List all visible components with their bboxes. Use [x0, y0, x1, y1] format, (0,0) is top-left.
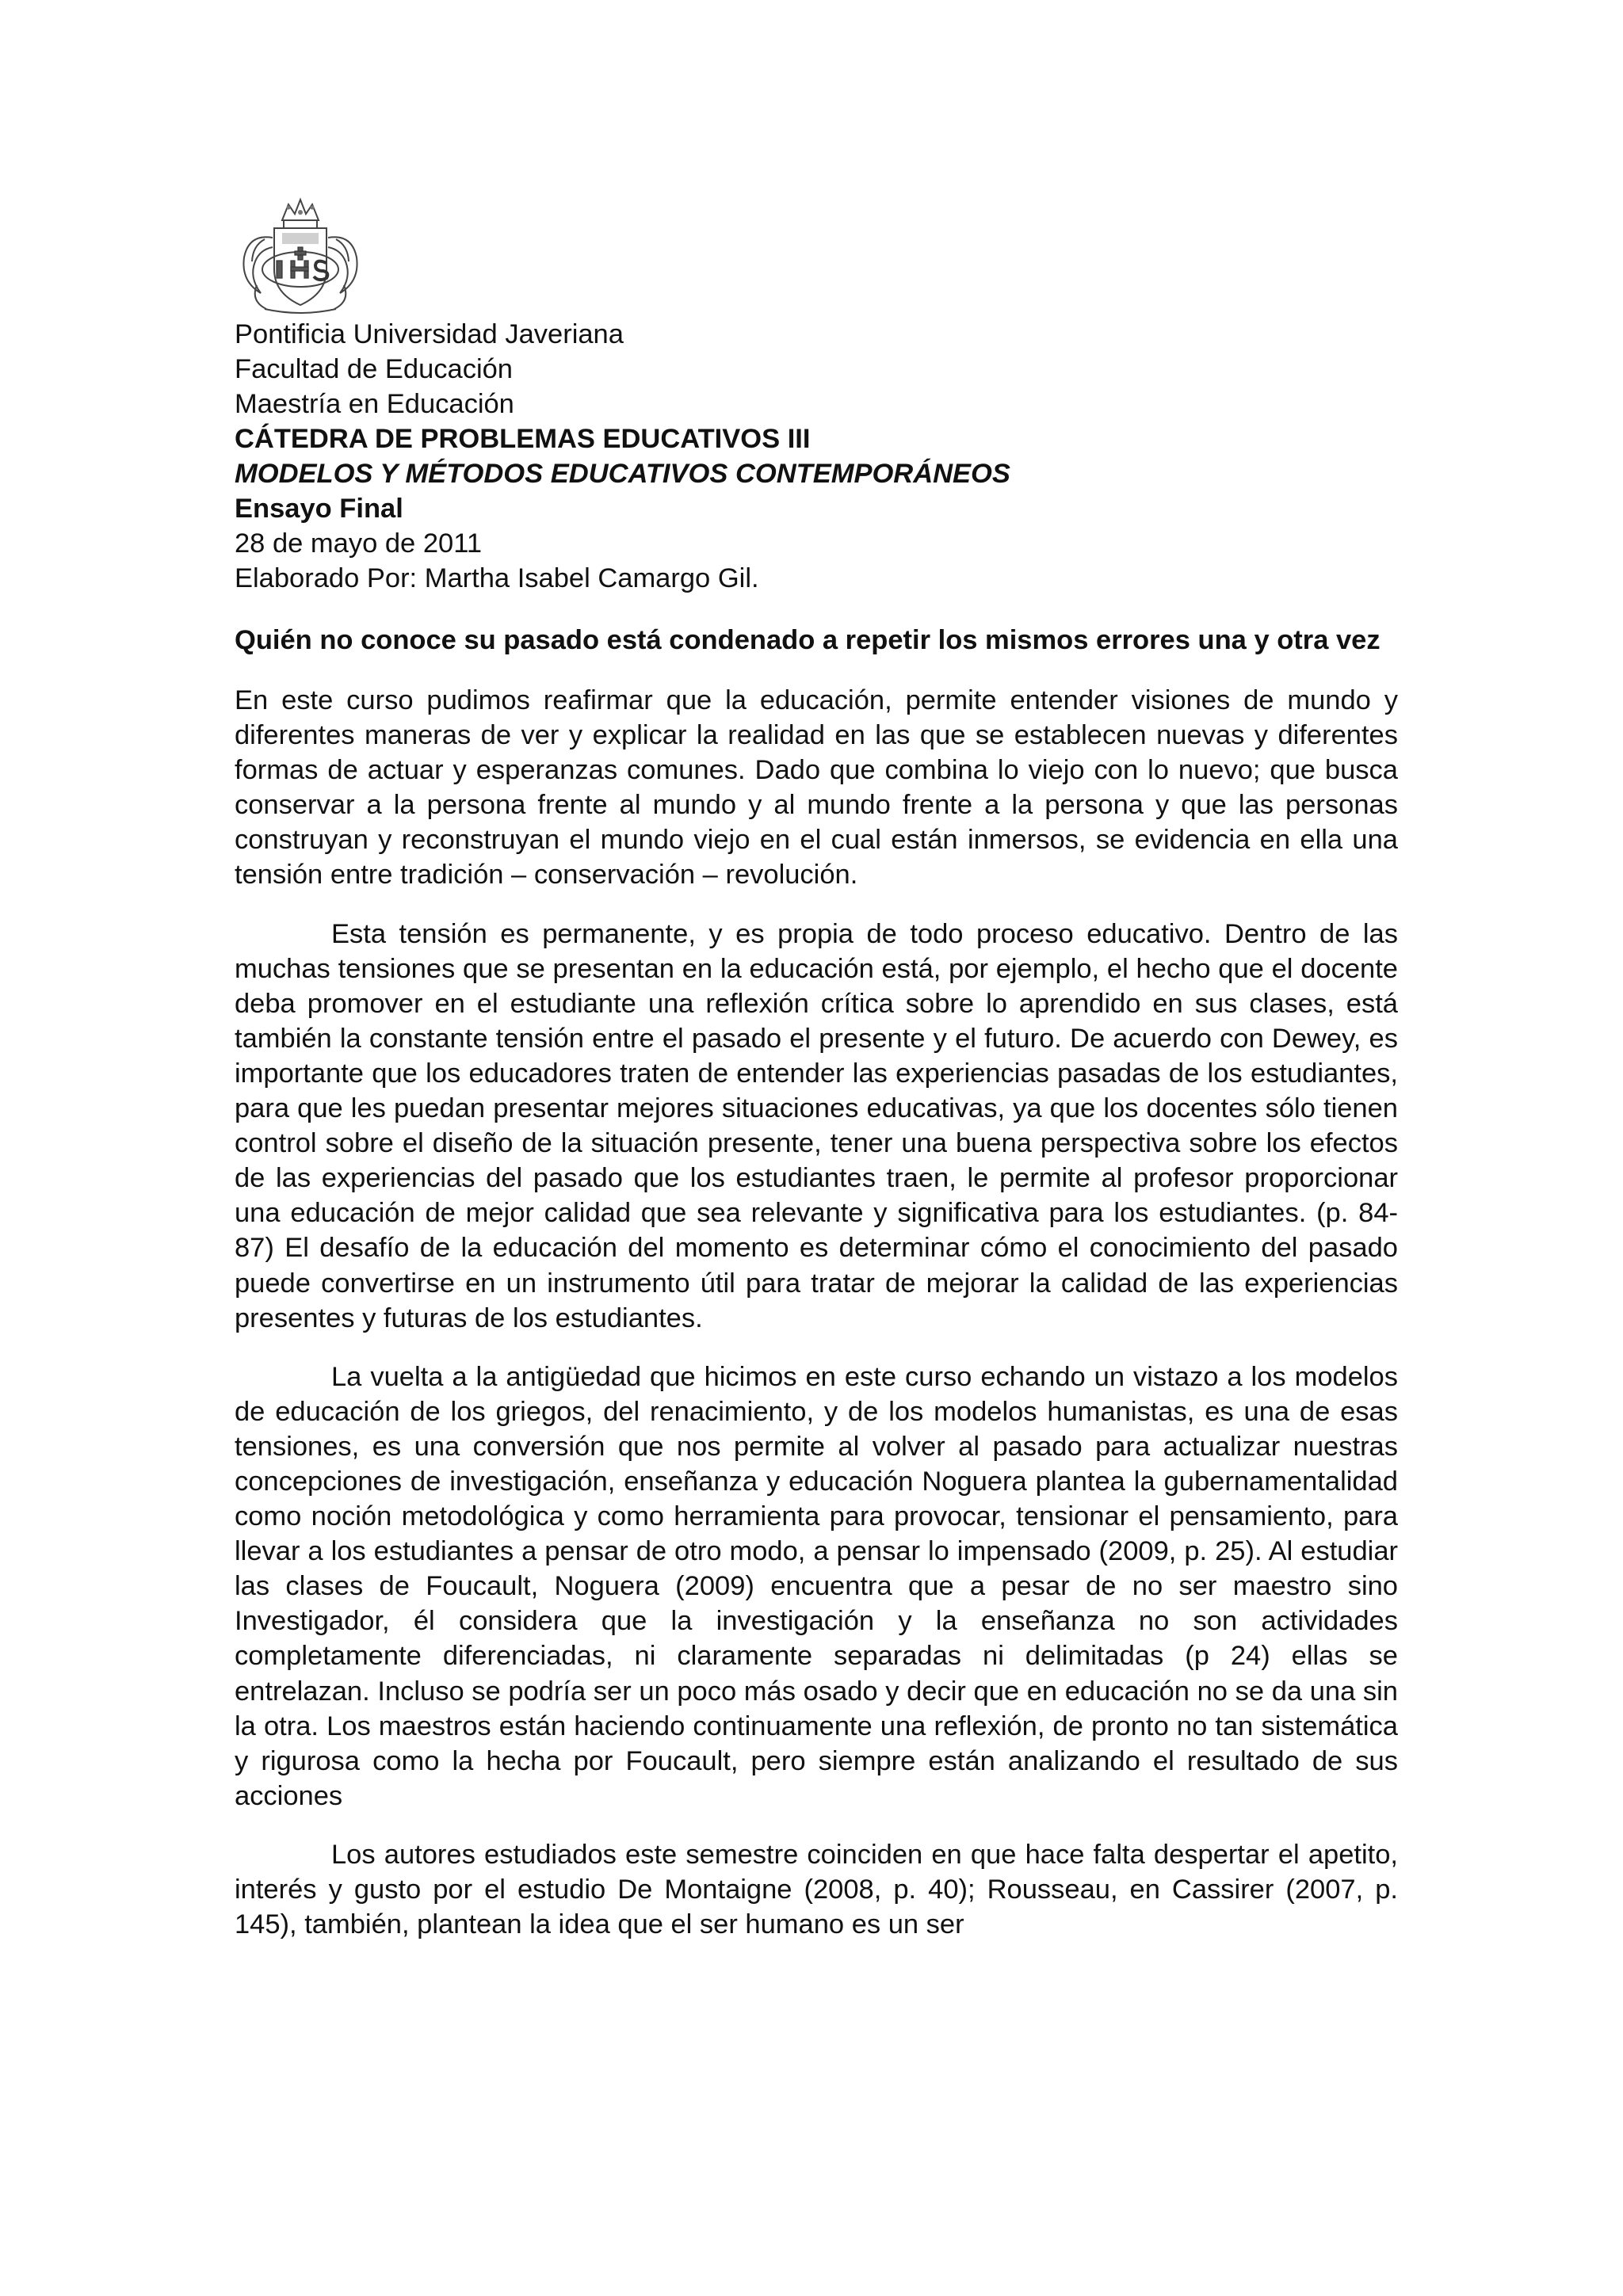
essay-title: Quién no conoce su pasado está condenado a repetir los mismos errores una y otra vez [235, 625, 1381, 655]
course-subtitle: MODELOS Y MÉTODOS EDUCATIVOS CONTEMPORÁNEOS [235, 459, 1010, 489]
faculty-name: Facultad de Educación [235, 354, 513, 384]
course-name: CÁTEDRA DE PROBLEMAS EDUCATIVOS III [235, 424, 811, 454]
program-name: Maestría en Educación [235, 389, 514, 419]
document-type: Ensayo Final [235, 494, 403, 524]
document-author: Elaborado Por: Martha Isabel Camargo Gil. [235, 563, 759, 593]
paragraph-3: La vuelta a la antigüedad que hicimos en este curso echando un vistazo a los modelos de educación de los griegos, del renacimiento, y de los modelos humanistas, es una de esas tensiones, es una conversión que nos permite al volver al pasado para actualizar nuestras concepciones de investigación, enseñanza y educación Noguera plantea la gubernamentalidad como noción metodológica y como herramienta para provocar, tensionar el pensamiento, para llevar a los estudiantes a pensar de otro modo, a pensar lo impensado (2009, p. 25). Al estudiar las clases de Foucault, Noguera (2009) encuentra que a pesar de no ser maestro sino Investigador, él considera que la investigación y la enseñanza no son actividades completamente diferenciadas, ni claramente separadas ni delimitadas (p 24) ellas se entrelazan. Incluso se podría ser un poco más osado y decir que en educación no se da una sin la otra. Los maestros están haciendo continuamente una reflexión, de pronto no tan sistemática y rigurosa como la hecha por Foucault, pero siempre están analizando el resultado de sus acciones [235, 1361, 1398, 1811]
university-crest-icon [233, 190, 368, 317]
university-name: Pontificia Universidad Javeriana [235, 319, 624, 349]
document-header [235, 317, 1398, 596]
paragraph-2: Esta tensión es permanente, y es propia de todo proceso educativo. Dentro de las muchas tensiones que se presentan en la educación está, por ejemplo, el hecho que el docente deba promover en el estudiante una reflexión crítica sobre lo aprendido en sus clases, está también la constante tensión entre el pasado el presente y el futuro. De acuerdo con Dewey, es importante que los educadores traten de entender las experiencias pasadas de los estudiantes, para que les puedan presentar mejores situaciones educativas, ya que los docentes sólo tienen control sobre el diseño de la situación presente, tener una buena perspectiva sobre los efectos de las experiencias del pasado que los estudiantes traen, le permite al profesor proporcionar una educación de mejor calidad que sea relevante y significativa para los estudiantes. (p. 84-87) El desafío de la educación del momento es determinar cómo el conocimiento del pasado puede convertirse en un instrumento útil para tratar de mejorar la calidad de las experiencias presentes y futuras de los estudiantes. [235, 918, 1398, 1333]
paragraph-1: En este curso pudimos reafirmar que la educación, permite entender visiones de mundo y diferentes maneras de ver y explicar la realidad en las que se establecen nuevas y diferentes formas de actuar y esperanzas comunes. Dado que combina lo viejo con lo nuevo; que busca conservar a la persona frente al mundo y al mundo frente a la persona y que las personas construyan y reconstruyan el mundo viejo en el cual están inmersos, se evidencia en ella una tensión entre tradición – conservación – revolución. [235, 685, 1398, 891]
document-page [235, 190, 1398, 1942]
paragraph-4: Los autores estudiados este semestre coinciden en que hace falta despertar el apetito, interés y gusto por el estudio De Montaigne (2008, p. 40); Rousseau, en Cassirer (2007, p. 145), también, plantean la idea que el ser humano es un ser [235, 1839, 1398, 1940]
document-date: 28 de mayo de 2011 [235, 528, 483, 559]
